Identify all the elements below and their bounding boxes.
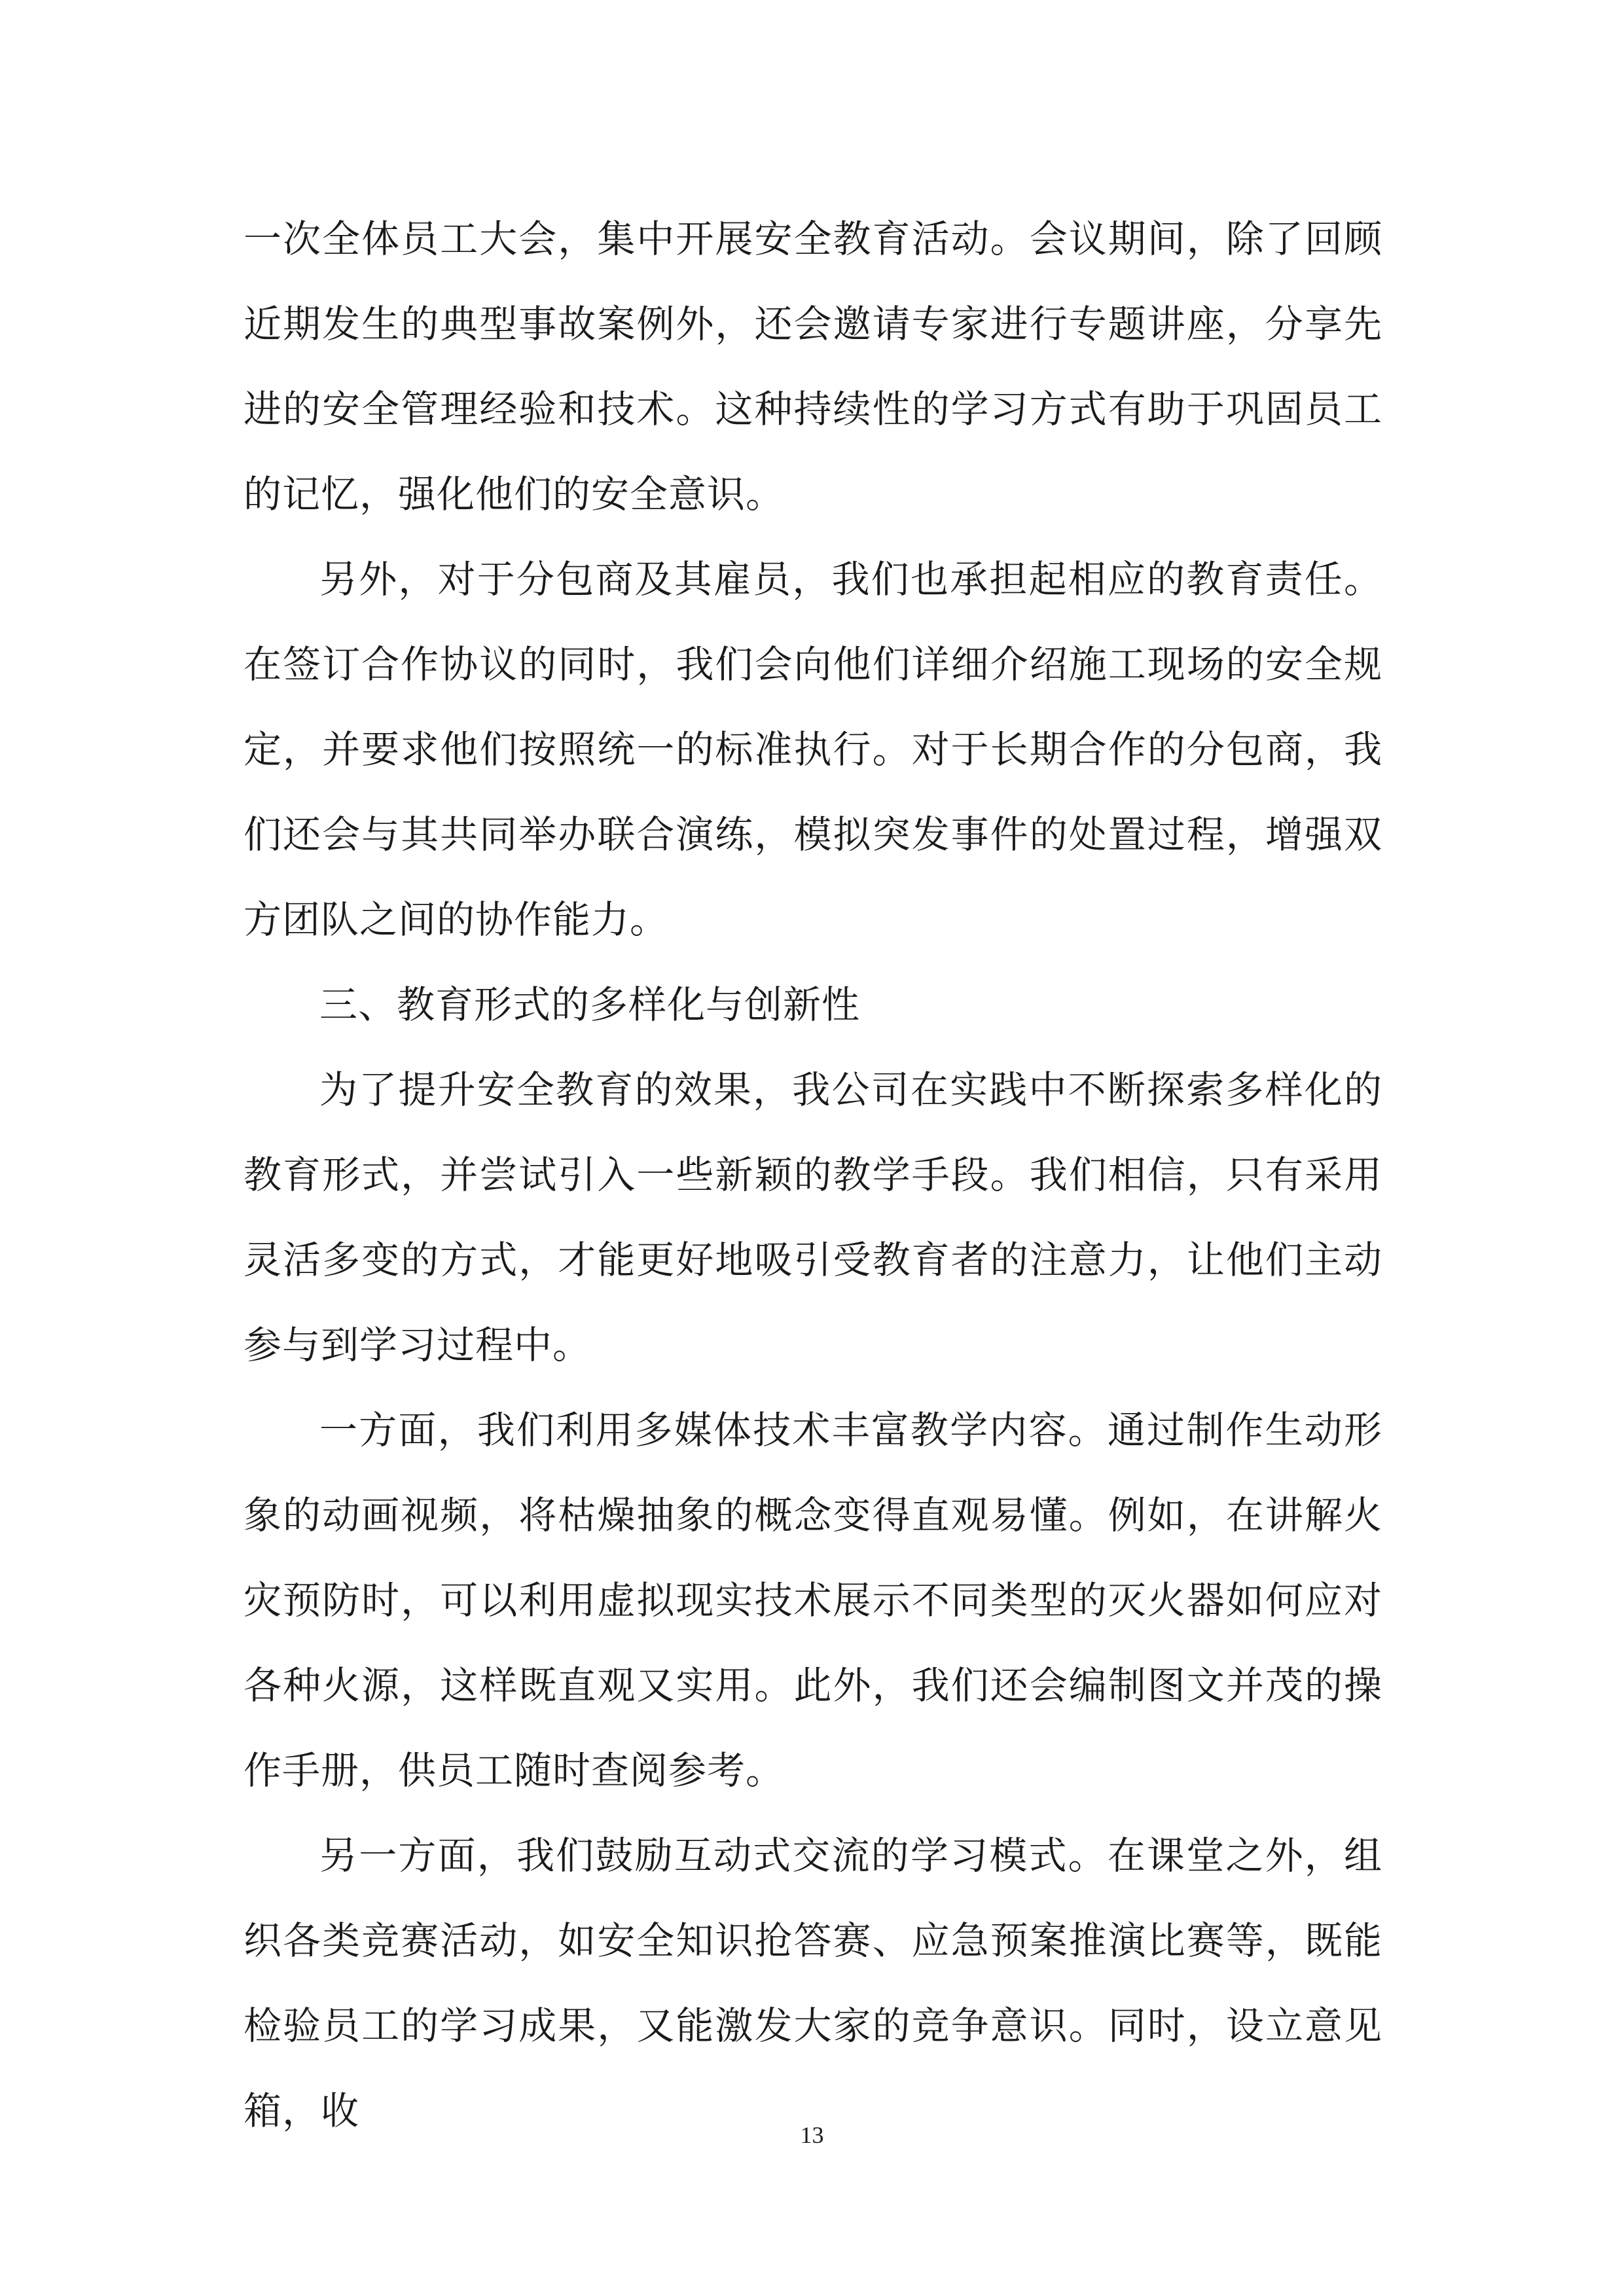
paragraph-continuation: 一次全体员工大会，集中开展安全教育活动。会议期间，除了回顾近期发生的典型事故案例外，还会邀请专家进行专题讲座，分享先进的安全管理经验和技术。这种持续性的学习方式有助于巩固员工的记忆，强化他们的安全意识。 [244, 217, 1382, 516]
paragraph-subcontractor-education: 另外，对于分包商及其雇员，我们也承担起相应的教育责任。在签订合作协议的同时，我们会向他们详细介绍施工现场的安全规定，并要求他们按照统一的标准执行。对于长期合作的分包商，我们还会与其共同举办联合演练，模拟突发事件的处置过程，增强双方团队之间的协作能力。 [244, 557, 1382, 942]
paragraph-interactive: 另一方面，我们鼓励互动式交流的学习模式。在课堂之外，组织各类竞赛活动，如安全知识抢答赛、应急预案推演比赛等，既能检验员工的学习成果，又能激发大家的竞争意识。同时，设立意见箱，收 [244, 1833, 1382, 2133]
paragraph-diverse-forms: 为了提升安全教育的效果，我公司在实践中不断探索多样化的教育形式，并尝试引入一些新颖的教学手段。我们相信，只有采用灵活多变的方式，才能更好地吸引受教育者的注意力，让他们主动参与到学习过程中。 [244, 1067, 1382, 1367]
body-text [244, 196, 1382, 2153]
page-number: 13 [800, 2122, 824, 2148]
paragraph-multimedia: 一方面，我们利用多媒体技术丰富教学内容。通过制作生动形象的动画视频，将枯燥抽象的概念变得直观易懂。例如，在讲解火灾预防时，可以利用虚拟现实技术展示不同类型的灭火器如何应对各种火源，这样既直观又实用。此外，我们还会编制图文并茂的操作手册，供员工随时查阅参考。 [244, 1408, 1382, 1793]
section-heading: 三、教育形式的多样化与创新性 [319, 982, 861, 1027]
